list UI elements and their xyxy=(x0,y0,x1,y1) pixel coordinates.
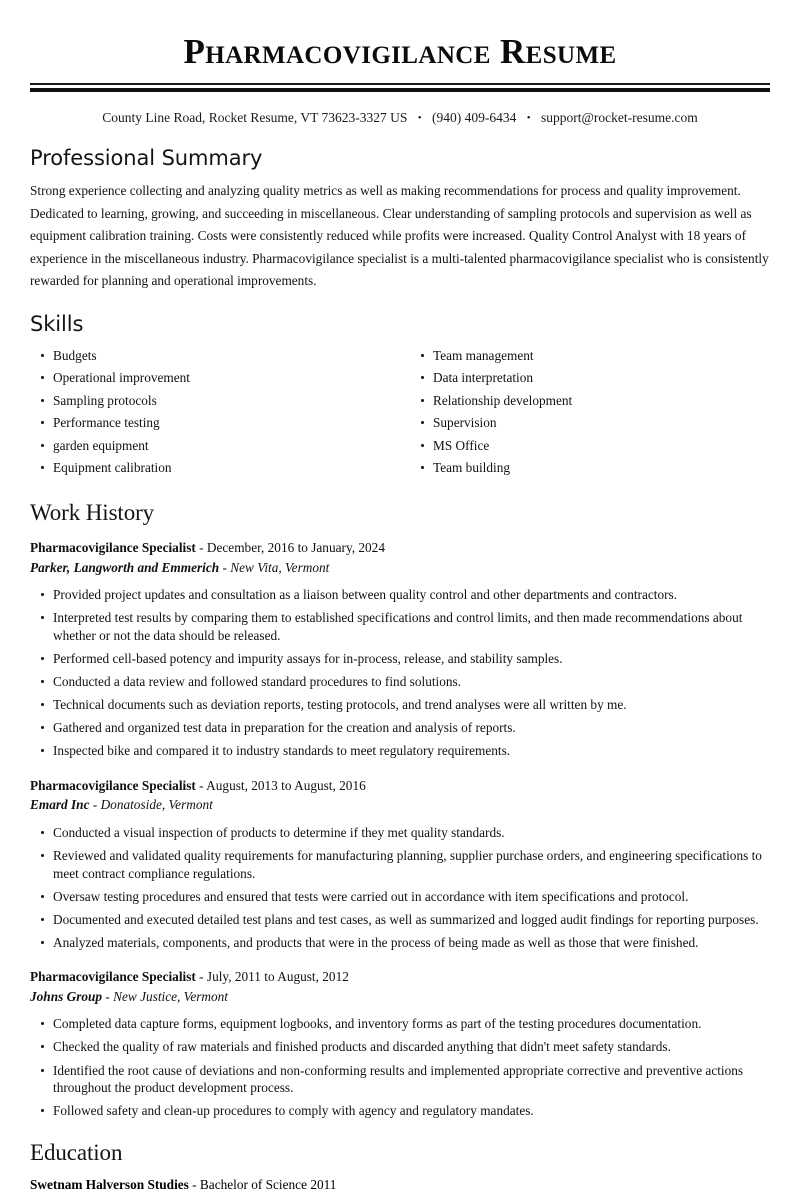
list-item: Reviewed and validated quality requirements for manufacturing planning, supplier purchase orders, and engineering specifications to meet contract compliance regulations. xyxy=(30,847,770,882)
section-professional-summary xyxy=(30,145,770,293)
list-item: Interpreted test results by comparing them to established specifications and control limits, and then made recommendations about whether or not the data should be released. xyxy=(30,609,770,644)
job-company-line: Johns Group - New Justice, Vermont xyxy=(30,988,228,1004)
contact-phone: (940) 409-6434 xyxy=(431,110,517,125)
job-dates: December, 2016 to January, 2024 xyxy=(206,540,385,556)
list-item: Provided project updates and consultation as a liaison between quality control and other departments and contractors. xyxy=(30,586,770,604)
list-item: Operational improvement xyxy=(30,369,400,387)
section-heading-work-history: Work History xyxy=(30,500,155,526)
list-item: Analyzed materials, components, and products that were in the process of being made as well as those that were finished. xyxy=(30,934,770,952)
skills-column-right xyxy=(400,347,770,483)
list-item: Conducted a visual inspection of products to determine if they met quality standards. xyxy=(30,824,770,842)
list-item: Inspected bike and compared it to industry standards to meet regulatory requirements. xyxy=(30,742,770,760)
list-item: Sampling protocols xyxy=(30,392,400,410)
page-title: Pharmacovigilance Resume xyxy=(183,32,617,71)
list-item: Identified the root cause of deviations and non-conforming results and implemented appropriate corrective and preventive actions throughout the product development process. xyxy=(30,1062,770,1097)
skills-columns xyxy=(30,347,770,483)
job-company-line: Parker, Langworth and Emmerich - New Vita, Vermont xyxy=(30,559,330,575)
job-title-line: Pharmacovigilance Specialist - July, 2011 to August, 2012 xyxy=(30,969,349,985)
work-history-entry xyxy=(30,538,770,760)
list-item: Budgets xyxy=(30,347,400,365)
list-item: Supervision xyxy=(410,414,770,432)
skills-list-right xyxy=(410,347,770,478)
job-responsibilities-list xyxy=(30,824,770,952)
list-item: Gathered and organized test data in preparation for the creation and analysis of reports. xyxy=(30,719,770,737)
skills-column-left xyxy=(30,347,400,483)
job-responsibilities-list xyxy=(30,586,770,760)
skills-list-left xyxy=(30,347,400,478)
contact-separator-2: • xyxy=(526,112,531,124)
list-item: Performed cell-based potency and impurity assays for in-process, release, and stability samples. xyxy=(30,650,770,668)
list-item: Team management xyxy=(410,347,770,365)
work-history-entry xyxy=(30,776,770,952)
contact-separator-1: • xyxy=(417,112,422,124)
list-item: Completed data capture forms, equipment logbooks, and inventory forms as part of the testing procedures documentation. xyxy=(30,1015,770,1033)
list-item: MS Office xyxy=(410,437,770,455)
job-location: Donatoside, Vermont xyxy=(100,797,213,813)
list-item: Documented and executed detailed test plans and test cases, as well as summarized and logged audit findings for reporting purposes. xyxy=(30,911,770,929)
section-education xyxy=(30,1140,770,1194)
section-work-history xyxy=(30,500,770,1120)
job-title: Pharmacovigilance Specialist xyxy=(30,777,196,793)
job-location: New Justice, Vermont xyxy=(113,988,228,1004)
job-location: New Vita, Vermont xyxy=(230,559,330,575)
list-item: Followed safety and clean-up procedures to comply with agency and regulatory mandates. xyxy=(30,1102,770,1120)
section-heading-skills: Skills xyxy=(30,311,84,336)
list-item: Equipment calibration xyxy=(30,459,400,477)
contact-line xyxy=(30,109,770,127)
list-item: Relationship development xyxy=(410,392,770,410)
job-company-line: Emard Inc - Donatoside, Vermont xyxy=(30,797,213,813)
list-item: Conducted a data review and followed standard procedures to find solutions. xyxy=(30,673,770,691)
job-title-line: Pharmacovigilance Specialist - December, 2016 to January, 2024 xyxy=(30,540,385,556)
section-skills xyxy=(30,311,770,483)
work-history-entry xyxy=(30,967,770,1119)
job-company: Johns Group xyxy=(30,988,103,1004)
header-divider xyxy=(30,83,770,92)
list-item: Data interpretation xyxy=(410,369,770,387)
job-title-line: Pharmacovigilance Specialist - August, 2013 to August, 2016 xyxy=(30,777,366,793)
job-title: Pharmacovigilance Specialist xyxy=(30,969,196,985)
job-dates: July, 2011 to August, 2012 xyxy=(206,969,349,985)
job-responsibilities-list xyxy=(30,1015,770,1119)
education-degree: Bachelor of Science xyxy=(199,1176,307,1192)
contact-email: support@rocket-resume.com xyxy=(540,110,698,125)
job-dates: August, 2013 to August, 2016 xyxy=(206,777,366,793)
section-heading-education: Education xyxy=(30,1139,123,1165)
list-item: Technical documents such as deviation reports, testing protocols, and trend analyses were all written by me. xyxy=(30,696,770,714)
professional-summary-text: Strong experience collecting and analyzing quality metrics as well as making recommendations for process and quality improvement. Dedicated to learning, growing, and succeeding in miscellaneous. Clear understanding of sampling protocols and supervision as well as equipment calibration training. Costs were consistently reduced while profits were increased. Quality Control Analyst with 18 years of experience in the miscellaneous industry. Pharmacovigilance specialist is a multi-talented pharmacovigilance specialist who is consistently rewarded for planning and operational improvements. xyxy=(30,183,769,288)
education-year: 2011 xyxy=(310,1176,337,1192)
contact-address: County Line Road, Rocket Resume, VT 73623-3327 US xyxy=(102,110,408,125)
divider-line-bottom xyxy=(30,88,770,92)
job-company: Emard Inc xyxy=(30,797,90,813)
job-company: Parker, Langworth and Emmerich xyxy=(30,559,220,575)
list-item: Checked the quality of raw materials and finished products and discarded anything that didn't meet safety standards. xyxy=(30,1038,770,1056)
list-item: Team building xyxy=(410,459,770,477)
section-heading-professional-summary: Professional Summary xyxy=(30,146,263,170)
list-item: Oversaw testing procedures and ensured that tests were carried out in accordance with item specifications and protocol. xyxy=(30,888,770,906)
job-title: Pharmacovigilance Specialist xyxy=(30,540,196,556)
education-entry: Swetnam Halverson Studies - Bachelor of Science 2011 xyxy=(30,1176,337,1192)
list-item: Performance testing xyxy=(30,414,400,432)
education-school: Swetnam Halverson Studies xyxy=(30,1176,189,1192)
list-item: garden equipment xyxy=(30,437,400,455)
